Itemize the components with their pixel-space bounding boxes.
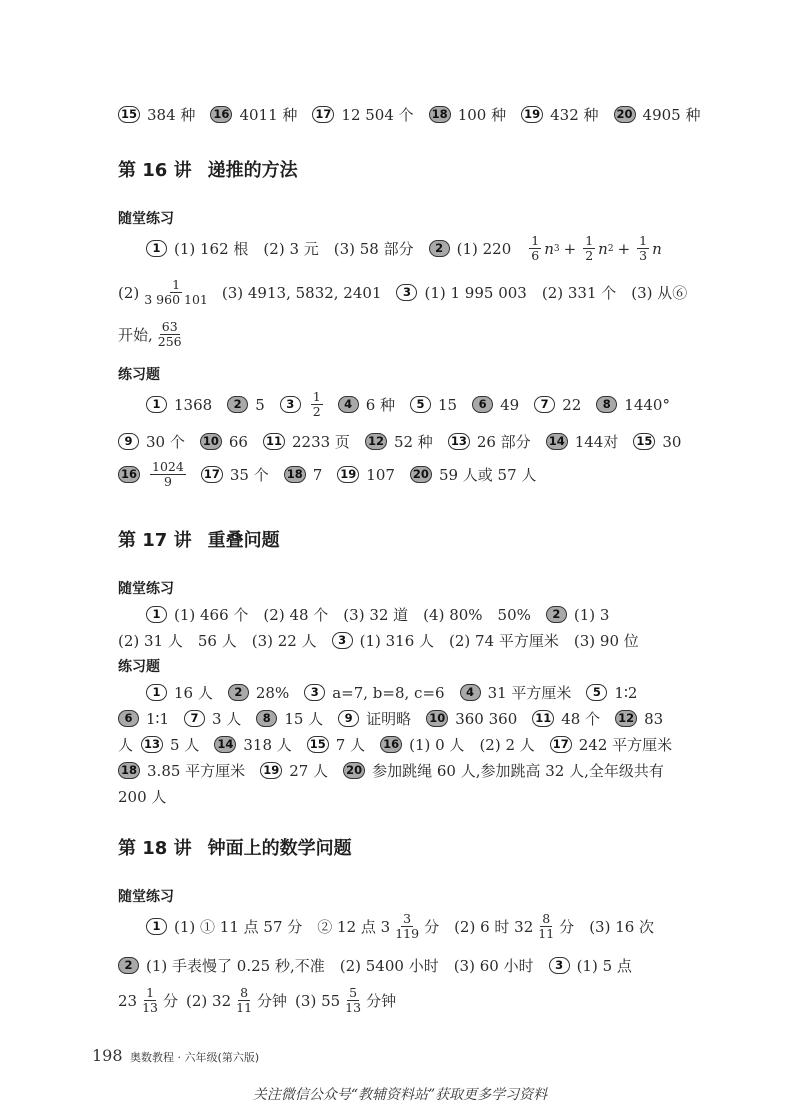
- answer-text: 12 504 个: [341, 106, 414, 124]
- answer-text: a=7, b=8, c=6: [332, 683, 445, 702]
- answer-text: 318 人: [243, 736, 292, 754]
- question-number-badge: 9: [118, 433, 139, 450]
- lesson-17-heading: [118, 526, 280, 552]
- answer-text: 242 平方厘米: [578, 736, 673, 754]
- question-number-badge: 11: [532, 710, 554, 727]
- answer-text: 50%: [497, 605, 531, 624]
- answer-text: 15 人: [284, 710, 324, 728]
- question-number-badge: 14: [546, 433, 568, 450]
- question-number-badge: 18: [118, 762, 140, 779]
- answer-text: ② 12 点 3: [317, 918, 391, 937]
- fraction: $\frac{1}{13}$: [142, 985, 158, 1016]
- question-number-badge: 2: [429, 240, 450, 257]
- answer-text: 分钟: [366, 992, 397, 1011]
- answer-line: [118, 431, 681, 452]
- question-number-badge: 18: [284, 466, 306, 483]
- answer-text: 1440°: [624, 395, 670, 414]
- answer-text: (2) 32: [186, 991, 232, 1010]
- question-number-badge: 5: [586, 684, 607, 701]
- answer-text: (1) 5 点: [576, 957, 632, 975]
- answer-text: 107: [366, 465, 395, 484]
- answer-text: (3) 从⑥: [631, 284, 688, 303]
- answer-text: (1) 162 根: [174, 240, 249, 259]
- answer-text: 48 个: [561, 710, 601, 728]
- page-footer: [92, 1046, 259, 1065]
- answer-line: [118, 955, 632, 976]
- answer-text: (1) 316 人: [359, 632, 435, 650]
- question-number-badge: 19: [337, 466, 359, 483]
- answer-text: 7: [312, 465, 323, 484]
- question-number-badge: 15: [633, 433, 655, 450]
- question-number-badge: 2: [546, 606, 567, 623]
- question-number-badge: 20: [343, 762, 365, 779]
- question-number-badge: 19: [260, 762, 282, 779]
- answer-text: 35 个: [229, 466, 269, 485]
- answer-line: [118, 460, 536, 490]
- class-practice-heading: 随堂练习: [118, 211, 174, 227]
- answer-text: (1) 3: [573, 605, 610, 624]
- answer-text: (1) 手表慢了 0.25 秒,不准: [146, 957, 325, 975]
- answer-text: 1∶2: [614, 683, 638, 702]
- question-number-badge: 3: [280, 396, 301, 413]
- answer-text: (4) 80%: [423, 605, 483, 624]
- answer-text: 27 人: [289, 762, 329, 780]
- answer-text: 2233 页: [291, 433, 350, 451]
- answer-text: 144对: [574, 433, 619, 451]
- question-number-badge: 3: [304, 684, 325, 701]
- answer-text: (2) 74 平方厘米: [449, 632, 559, 650]
- answer-text: 4011 种: [239, 106, 298, 124]
- answer-text: (1) 466 个: [174, 606, 249, 624]
- answer-text: (1) 1 995 003: [424, 283, 527, 302]
- answer-text: (2) 331 个: [541, 284, 617, 303]
- answer-text: (2) 48 个: [263, 606, 329, 624]
- answer-line: 1 (1) 162 根 (2) 3 元 (3) 58 部分 2 (1) 220 $\frac{1}{6}$ n 3 + $\frac{1}{2}$ n 2 + $\frac{1}{3}$ n: [146, 234, 662, 264]
- answer-text: (2) 3 元: [263, 240, 319, 259]
- answer-line: [118, 734, 672, 755]
- answer-text: (3) 4913, 5832, 2401: [221, 283, 382, 302]
- question-number-badge: 1: [146, 240, 167, 257]
- fraction: $\frac{1024}{9}$: [152, 459, 184, 490]
- answer-text: 1∶1: [146, 709, 169, 728]
- question-number-badge: 1: [146, 396, 167, 413]
- answer-text: 200 人: [118, 788, 167, 806]
- class-practice-heading: 随堂练习: [118, 581, 174, 597]
- question-number-badge: 4: [460, 684, 481, 701]
- answer-line: [118, 760, 664, 781]
- answer-text: 100 种: [457, 106, 507, 124]
- lesson-number: 第 17 讲: [118, 530, 192, 551]
- answer-line: [118, 708, 663, 729]
- answer-text: 4905 种: [642, 106, 701, 124]
- answer-text: 分: [559, 918, 575, 937]
- question-number-badge: 2: [118, 957, 139, 974]
- fraction: $\frac{1}{3 960 101}$: [144, 277, 208, 308]
- question-number-badge: 13: [141, 736, 163, 753]
- answer-text: 22: [562, 395, 582, 414]
- answer-text: (3) 60 小时: [453, 957, 534, 975]
- lesson-number: 第 18 讲: [118, 838, 192, 859]
- answer-text: (2) 31 人: [118, 632, 183, 650]
- fraction: $\frac{8}{11}$: [538, 911, 555, 942]
- answer-text: 66: [228, 432, 248, 451]
- answer-text: 分钟: [257, 992, 288, 1011]
- answer-text: (3) 32 道: [343, 606, 409, 624]
- question-number-badge: 16: [210, 106, 232, 123]
- lesson-title: 重叠问题: [207, 530, 280, 551]
- question-number-badge: 12: [615, 710, 637, 727]
- exercises-heading: 练习题: [118, 659, 160, 675]
- question-number-badge: 9: [338, 710, 359, 727]
- answer-line: [118, 320, 187, 350]
- answer-text: 开始,: [118, 326, 153, 345]
- answer-text: (3) 90 位: [573, 632, 639, 650]
- answer-line: [146, 390, 670, 420]
- answer-line-top: [118, 104, 715, 125]
- answer-line: [118, 630, 639, 651]
- answer-text: 参加跳绳 60 人,参加跳高 32 人,全年级共有: [372, 762, 664, 780]
- answer-text: (2) 5400 小时: [339, 957, 439, 975]
- lesson-18-heading: [118, 834, 352, 860]
- question-number-badge: 3: [332, 632, 353, 649]
- answer-text: 分: [424, 918, 440, 937]
- fraction: $\frac{8}{11}$: [236, 985, 253, 1016]
- question-number-badge: 20: [614, 106, 636, 123]
- fraction: $\frac{1}{6}$: [531, 233, 540, 264]
- answer-text: 59 人或 57 人: [438, 466, 537, 485]
- answer-text: 83: [644, 709, 664, 728]
- answer-text: (2) 6 时 32: [454, 918, 534, 937]
- answer-text: 7 人: [335, 736, 366, 754]
- answer-text: 49: [500, 395, 520, 414]
- question-number-badge: 17: [550, 736, 572, 753]
- fraction: $\frac{5}{13}$: [345, 985, 362, 1016]
- answer-text: 360 360: [455, 709, 518, 728]
- answer-text: 432 种: [550, 106, 599, 124]
- answer-line: [118, 786, 166, 807]
- question-number-badge: 10: [200, 433, 222, 450]
- answer-line: [146, 912, 654, 942]
- class-practice-heading: 随堂练习: [118, 889, 174, 905]
- question-number-badge: 7: [184, 710, 205, 727]
- answer-line: [118, 278, 687, 308]
- question-number-badge: 10: [426, 710, 448, 727]
- answer-text: 3 人: [212, 710, 242, 728]
- answer-text: (3) 58 部分: [333, 240, 414, 259]
- answer-text: 30: [662, 432, 682, 451]
- question-number-badge: 18: [429, 106, 451, 123]
- answer-text: 3.85 平方厘米: [147, 762, 246, 780]
- question-number-badge: 5: [410, 396, 431, 413]
- question-number-badge: 19: [521, 106, 543, 123]
- lesson-number: 第 16 讲: [118, 160, 192, 181]
- lesson-title: 钟面上的数学问题: [207, 838, 352, 859]
- answer-text: 5: [255, 395, 265, 414]
- question-number-badge: 17: [201, 466, 223, 483]
- lesson-16-heading: [118, 156, 298, 182]
- answer-text: 人: [118, 736, 134, 754]
- answer-text: 6 种: [365, 396, 395, 415]
- question-number-badge: 14: [214, 736, 236, 753]
- answer-line: [146, 604, 609, 625]
- answer-text: 26 部分: [476, 433, 531, 451]
- answer-text: (3) 16 次: [589, 918, 655, 937]
- answer-text: 52 种: [393, 433, 433, 451]
- fraction: $\frac{1}{2}$: [312, 389, 321, 420]
- answer-text: 384 种: [147, 106, 196, 124]
- question-number-badge: 11: [263, 433, 285, 450]
- exercises-heading: 练习题: [118, 367, 160, 383]
- answer-text: 1368: [174, 395, 213, 414]
- answer-text: 28%: [255, 683, 290, 702]
- answer-text: 15: [438, 395, 458, 414]
- question-number-badge: 7: [534, 396, 555, 413]
- fraction: $\frac{63}{256}$: [157, 319, 182, 350]
- question-number-badge: 4: [338, 396, 359, 413]
- question-number-badge: 3: [396, 284, 417, 301]
- question-number-badge: 2: [228, 684, 249, 701]
- answer-text: (2) 2 人: [479, 736, 535, 754]
- question-number-badge: 8: [256, 710, 277, 727]
- question-number-badge: 1: [146, 918, 167, 935]
- question-number-badge: 16: [380, 736, 402, 753]
- answer-text: 30 个: [146, 433, 185, 451]
- answer-line: [118, 986, 396, 1016]
- fraction: $\frac{3}{119}$: [395, 911, 420, 942]
- question-number-badge: 13: [448, 433, 470, 450]
- question-number-badge: 17: [312, 106, 334, 123]
- answer-text: 16 人: [174, 684, 213, 702]
- answer-text: (1) ① 11 点 57 分: [174, 918, 303, 937]
- fraction: $\frac{1}{2}$: [585, 233, 594, 264]
- answer-text: 5 人: [170, 736, 200, 754]
- question-number-badge: 6: [472, 396, 493, 413]
- question-number-badge: 6: [118, 710, 139, 727]
- question-number-badge: 2: [227, 396, 248, 413]
- question-number-badge: 15: [307, 736, 329, 753]
- answer-text: 23: [118, 991, 138, 1010]
- question-number-badge: 3: [549, 957, 570, 974]
- question-number-badge: 12: [365, 433, 387, 450]
- fraction: $\frac{1}{3}$: [639, 233, 648, 264]
- lesson-title: 递推的方法: [207, 160, 298, 181]
- question-number-badge: 1: [146, 606, 167, 623]
- answer-text: (3) 22 人: [251, 632, 317, 650]
- question-number-badge: 20: [410, 466, 432, 483]
- page-number: 198: [92, 1046, 123, 1065]
- answer-text: (1) 0 人: [409, 736, 465, 754]
- book-title: 奥数教程 · 六年级(第六版): [130, 1051, 260, 1064]
- question-number-badge: 1: [146, 684, 167, 701]
- answer-text: (3) 55: [295, 991, 341, 1010]
- answer-text: 分: [163, 992, 179, 1011]
- answer-text: 31 平方厘米: [487, 684, 572, 702]
- answer-line: [146, 682, 637, 703]
- question-number-badge: 15: [118, 106, 140, 123]
- answer-text: 56 人: [197, 632, 237, 650]
- answer-text: 证明略: [366, 710, 412, 728]
- answer-text: (1) 220: [456, 239, 512, 258]
- answer-text: (2): [118, 283, 140, 302]
- bottom-note: 关注微信公众号“教辅资料站”获取更多学习资料: [252, 1087, 548, 1103]
- question-number-badge: 8: [596, 396, 617, 413]
- question-number-badge: 16: [118, 466, 140, 483]
